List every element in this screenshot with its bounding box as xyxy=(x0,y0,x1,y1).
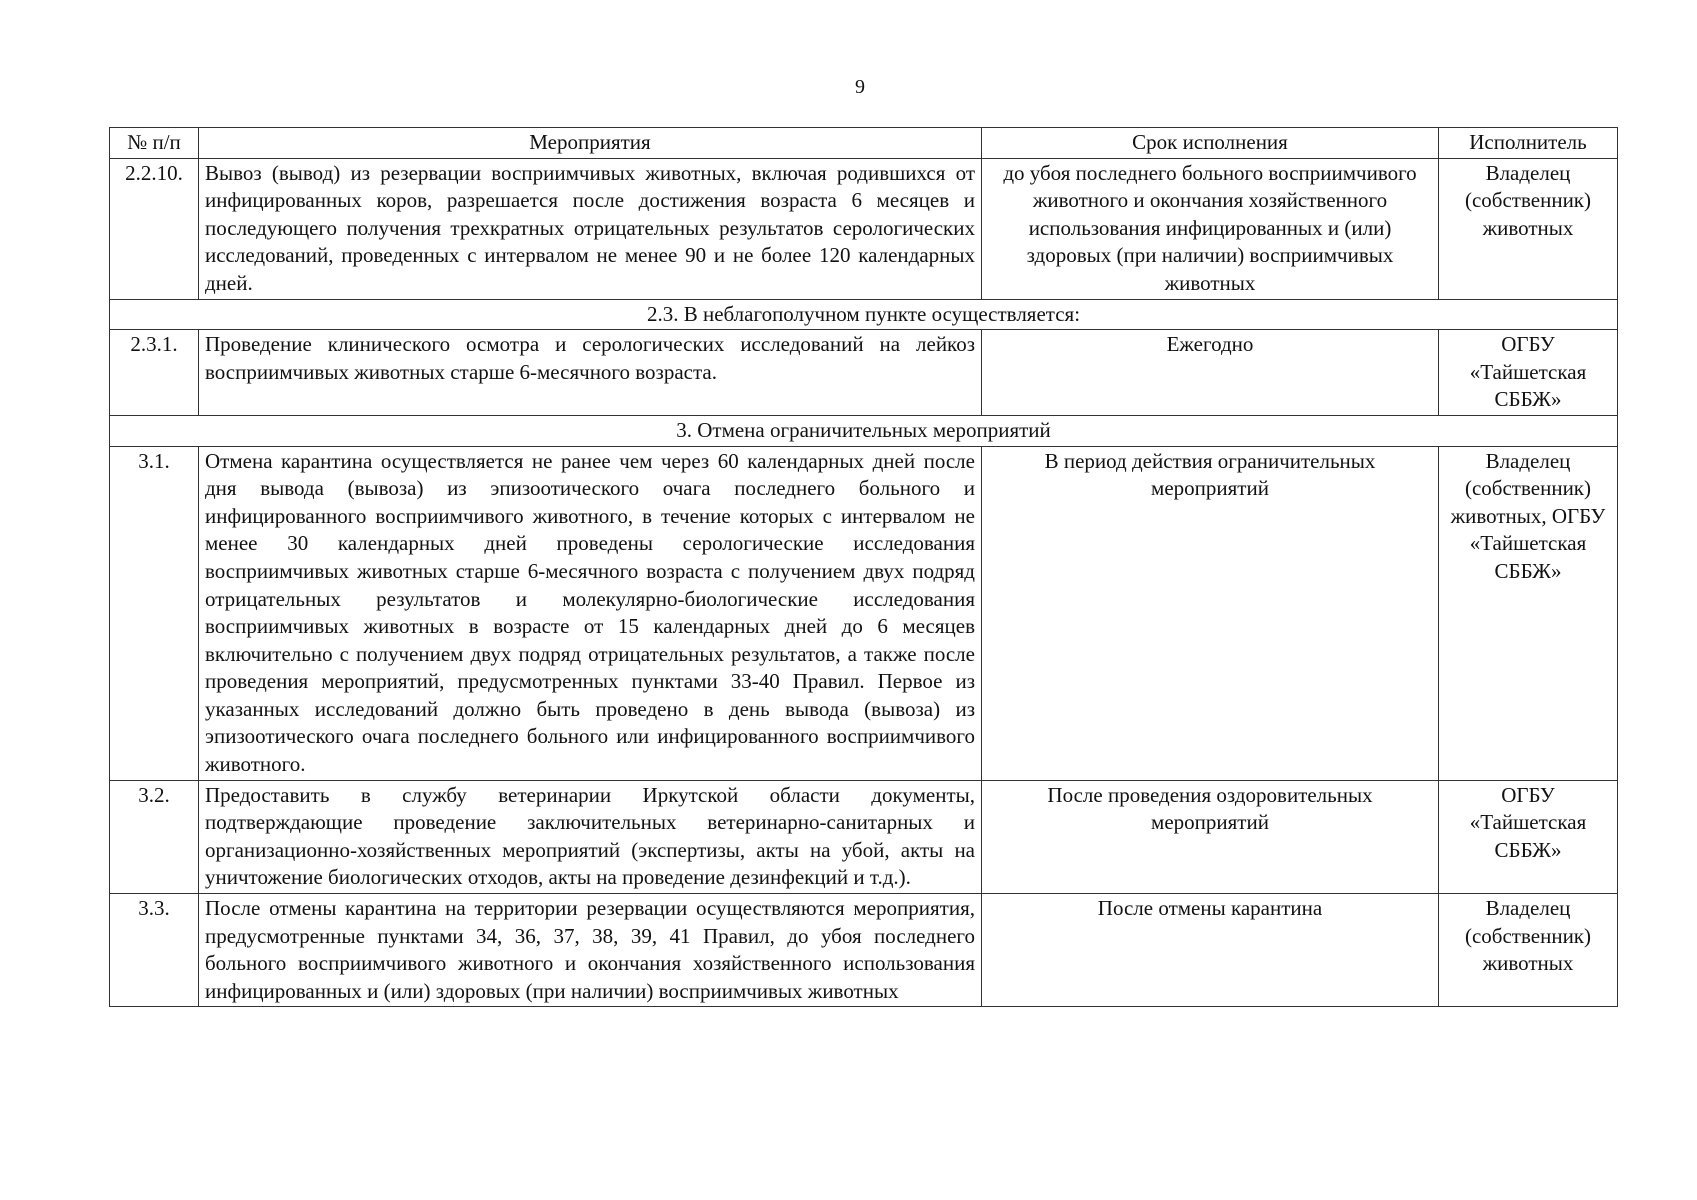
row-deadline: до убоя последнего больного восприимчивого животного и окончания хозяйственного использования инфицированных и (или) здоровых (при наличии) восприимчивых животных xyxy=(982,158,1439,299)
row-number: 2.3.1. xyxy=(110,330,199,416)
table-row xyxy=(110,894,1618,1007)
row-activity: Предоставить в службу ветеринарии Иркутской области документы, подтверждающие проведение заключительных ветеринарно-санитарных и организационно-хозяйственных мероприятий (экспертизы, акты на убой, акты на уничтожение биологических отходов, акты на проведение дезинфекций и т.д.). xyxy=(199,780,982,893)
row-activity: После отмены карантина на территории резервации осуществляются мероприятия, предусмотренные пунктами 34, 36, 37, 38, 39, 41 Правил, до убоя последнего больного восприимчивого животного и окончания хозяйственного использования инфицированных и (или) здоровых (при наличии) восприимчивых животных xyxy=(199,894,982,1007)
row-executor: Владелец (собственник) животных xyxy=(1439,894,1618,1007)
row-executor: ОГБУ «Тайшетская СББЖ» xyxy=(1439,780,1618,893)
measures-table xyxy=(109,127,1618,1007)
header-number: № п/п xyxy=(110,128,199,159)
header-deadline: Срок исполнения xyxy=(982,128,1439,159)
header-executor: Исполнитель xyxy=(1439,128,1618,159)
section-row xyxy=(110,415,1618,446)
section-row xyxy=(110,299,1618,330)
row-number: 2.2.10. xyxy=(110,158,199,299)
row-executor: ОГБУ «Тайшетская СББЖ» xyxy=(1439,330,1618,416)
row-activity: Отмена карантина осуществляется не ранее чем через 60 календарных дней после дня вывода (вывоза) из эпизоотического очага последнего больного и инфицированного восприимчивого животного, в течение которых с интервалом не менее 30 календарных дней проведены серологические исследования восприимчивых животных старше 6-месячного возраста с получением двух подряд отрицательных результатов и молекулярно-биологические исследования восприимчивых животных в возрасте от 15 календарных дней до 6 месяцев включительно с получением двух подряд отрицательных результатов, а также после проведения мероприятий, предусмотренных пунктами 33-40 Правил. Первое из указанных исследований должно быть проведено в день вывода (вывоза) из эпизоотического очага последнего больного или инфицированного восприимчивого животного. xyxy=(199,446,982,780)
table-row xyxy=(110,446,1618,780)
table-row xyxy=(110,780,1618,893)
row-activity: Проведение клинического осмотра и серологических исследований на лейкоз восприимчивых животных старше 6-месячного возраста. xyxy=(199,330,982,416)
row-deadline: После проведения оздоровительных мероприятий xyxy=(982,780,1439,893)
row-number: 3.1. xyxy=(110,446,199,780)
row-executor: Владелец (собственник) животных xyxy=(1439,158,1618,299)
section-title: 3. Отмена ограничительных мероприятий xyxy=(110,415,1618,446)
header-activity: Мероприятия xyxy=(199,128,982,159)
row-executor: Владелец (собственник) животных, ОГБУ «Тайшетская СББЖ» xyxy=(1439,446,1618,780)
table-header-row xyxy=(110,128,1618,159)
row-number: 3.3. xyxy=(110,894,199,1007)
row-number: 3.2. xyxy=(110,780,199,893)
row-deadline: В период действия ограничительных мероприятий xyxy=(982,446,1439,780)
section-title: 2.3. В неблагополучном пункте осуществляется: xyxy=(110,299,1618,330)
row-activity: Вывоз (вывод) из резервации восприимчивых животных, включая родившихся от инфицированных коров, разрешается после достижения возраста 6 месяцев и последующего получения трехкратных отрицательных результатов серологических исследований, проведенных с интервалом не менее 90 и не более 120 календарных дней. xyxy=(199,158,982,299)
row-deadline: Ежегодно xyxy=(982,330,1439,416)
table-row xyxy=(110,330,1618,416)
page-number: 9 xyxy=(855,76,865,98)
table-row xyxy=(110,158,1618,299)
row-deadline: После отмены карантина xyxy=(982,894,1439,1007)
